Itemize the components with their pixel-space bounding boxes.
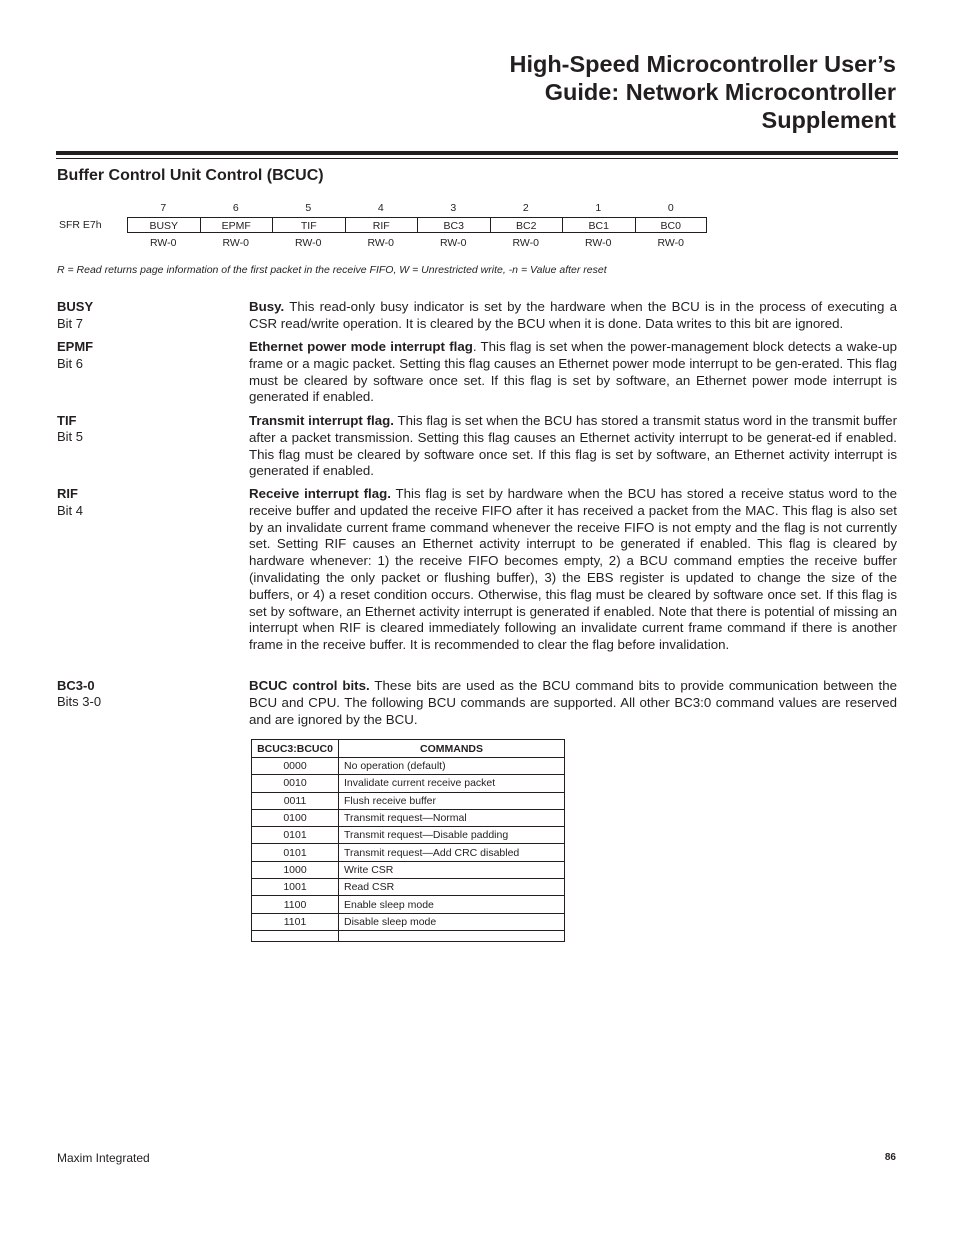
- definition-body: This flag is set by hardware when the BCU has stored a receive status word to the receive buffer and updated the receive FIFO after it has received a packet from the MAC. This flag is also set by an invalidate current frame command whenever the receive FIFO is not empty and the flag is not currently set. Setting RIF causes an Ethernet activity interrupt to be generated if enabled. This flag is cleared by hardware whenever: 1) the receive FIFO becomes empty, 2) a BCU command empties the receive buffer (invalidating the only packet or flushing buffer), 3) the EBS register is updated to change the size of the buffers, or 4) a reset condition occurs. Otherwise, this flag must be cleared by software once set. If this flag is set by software, an Ethernet activity interrupt is generated if enabled. Note that there is potential of missing an interrupt when RIF is cleared immediately following an invalidate current frame command if there is another frame in the receive buffer. It is recommended to clear the flag before invalidation.: [249, 486, 897, 653]
- table-row: [252, 827, 565, 844]
- table-row: [252, 758, 565, 775]
- command-description: Read CSR: [339, 879, 565, 896]
- definition-lead: Busy.: [249, 299, 285, 314]
- register-field-cell: BUSY: [127, 217, 200, 233]
- command-description: Write CSR: [339, 861, 565, 878]
- register-field-cell: BC1: [562, 217, 635, 233]
- table-row: [252, 775, 565, 792]
- definition-text: [249, 413, 897, 480]
- title-rule-thin: [56, 158, 898, 159]
- definition-body: . This flag is set when the power-management block detects a wake-up frame or a magic packet. Setting this flag causes an Ethernet power mode interrupt to be gen-erated. This flag must be cleared by software once set. If this flag is set by software, an Ethernet power mode interrupt is generated if enabled.: [249, 339, 897, 405]
- command-description: Transmit request—Add CRC disabled: [339, 844, 565, 861]
- section-heading: Buffer Control Unit Control (BCUC): [57, 167, 324, 184]
- definition-bit: Bit 4: [57, 503, 84, 518]
- reset-value: RW-0: [367, 237, 394, 249]
- title-rule-thick: [56, 151, 898, 155]
- table-row: [252, 809, 565, 826]
- bit-number: 3: [450, 202, 457, 214]
- title-line: High-Speed Microcontroller User’s: [509, 51, 896, 77]
- command-description: No operation (default): [339, 758, 565, 775]
- command-description: Transmit request—Normal: [339, 809, 565, 826]
- command-code: 1001: [252, 879, 339, 896]
- table-row: [252, 861, 565, 878]
- definition-text: [249, 678, 897, 728]
- definition-text: [249, 486, 897, 654]
- bit-number: 6: [232, 202, 239, 214]
- document-title: [296, 50, 896, 134]
- definition-bit: Bits 3-0: [57, 694, 102, 709]
- table-row: [252, 913, 565, 930]
- command-code: 1000: [252, 861, 339, 878]
- title-line: Supplement: [761, 107, 896, 133]
- command-code: 1100: [252, 896, 339, 913]
- command-description: Transmit request—Disable padding: [339, 827, 565, 844]
- register-field-cell: RIF: [345, 217, 418, 233]
- definition-name: RIF: [57, 486, 78, 501]
- definition-bit: Bit 7: [57, 316, 84, 331]
- definition-text: [249, 339, 897, 406]
- command-description: Invalidate current receive packet: [339, 775, 565, 792]
- bit-number: 5: [305, 202, 312, 214]
- command-code: 0000: [252, 758, 339, 775]
- column-header-commands: COMMANDS: [339, 740, 565, 758]
- definition-lead: Transmit interrupt flag.: [249, 413, 394, 428]
- table-row: [252, 844, 565, 861]
- definition-lead: BCUC control bits.: [249, 678, 370, 693]
- sfr-address-label: SFR E7h: [59, 219, 102, 231]
- bit-number: 4: [377, 202, 384, 214]
- register-field-cell: TIF: [272, 217, 345, 233]
- reset-value: RW-0: [295, 237, 322, 249]
- command-code: 0100: [252, 809, 339, 826]
- register-legend: R = Read returns page information of the first packet in the receive FIFO, W = Unrestricted write, -n = Value after reset: [57, 264, 607, 276]
- register-field-cell: EPMF: [200, 217, 273, 233]
- definition-body: This read-only busy indicator is set by the hardware when the BCU is in the process of executing a CSR read/write operation. It is cleared by the BCU when it is done. Data writes to this bit are ignored.: [249, 299, 897, 331]
- reset-value: RW-0: [585, 237, 612, 249]
- footer-company: Maxim Integrated: [57, 1151, 150, 1165]
- definition-name: BC3-0: [57, 678, 95, 693]
- footer-page-number: 86: [884, 1152, 896, 1163]
- definition-body: This flag is set when the BCU has stored a transmit status word in the transmit buffer after a packet transmission. Setting this flag causes an Ethernet activity interrupt to be generat-ed if enabled. This flag must be cleared by software once set. If this flag is set by software, an Ethernet activity interrupt is generated if enabled.: [249, 413, 898, 479]
- definition-name: BUSY: [57, 299, 94, 314]
- register-field-cell: BC3: [417, 217, 490, 233]
- definition-name: TIF: [57, 413, 77, 428]
- definition-name: EPMF: [57, 339, 94, 354]
- command-code: 0011: [252, 792, 339, 809]
- reset-value: RW-0: [150, 237, 177, 249]
- command-code: 1101: [252, 913, 339, 930]
- definition-bit: Bit 5: [57, 429, 84, 444]
- empty-cell: [339, 930, 565, 941]
- title-line: Guide: Network Microcontroller: [544, 79, 896, 105]
- command-code: 0010: [252, 775, 339, 792]
- table-row: [252, 792, 565, 809]
- table-row: [252, 896, 565, 913]
- command-description: Disable sleep mode: [339, 913, 565, 930]
- command-description: Enable sleep mode: [339, 896, 565, 913]
- reset-value: RW-0: [440, 237, 467, 249]
- bit-number: 1: [595, 202, 602, 214]
- empty-cell: [252, 930, 339, 941]
- definition-text: [249, 299, 897, 333]
- command-code: 0101: [252, 827, 339, 844]
- reset-value: RW-0: [657, 237, 684, 249]
- table-header-row: [252, 740, 565, 758]
- column-header-code: BCUC3:BCUC0: [252, 740, 339, 758]
- reset-value: RW-0: [222, 237, 249, 249]
- definition-body: These bits are used as the BCU command bits to provide communication between the BCU and CPU. The following BCU commands are supported. All other BC3:0 command values are reserved and are ignored by the BCU.: [249, 678, 897, 727]
- bcu-commands-table: [251, 739, 565, 942]
- command-description: Flush receive buffer: [339, 792, 565, 809]
- bit-number: 0: [667, 202, 674, 214]
- definition-bit: Bit 6: [57, 356, 84, 371]
- table-row: [252, 879, 565, 896]
- register-field-cell: BC2: [490, 217, 563, 233]
- reset-value: RW-0: [512, 237, 539, 249]
- bit-number: 2: [522, 202, 529, 214]
- register-field-cell: BC0: [635, 217, 708, 233]
- definition-lead: Ethernet power mode interrupt flag: [249, 339, 473, 354]
- table-trailing-row: [252, 930, 565, 941]
- definition-lead: Receive interrupt flag.: [249, 486, 391, 501]
- bit-number: 7: [160, 202, 167, 214]
- command-code: 0101: [252, 844, 339, 861]
